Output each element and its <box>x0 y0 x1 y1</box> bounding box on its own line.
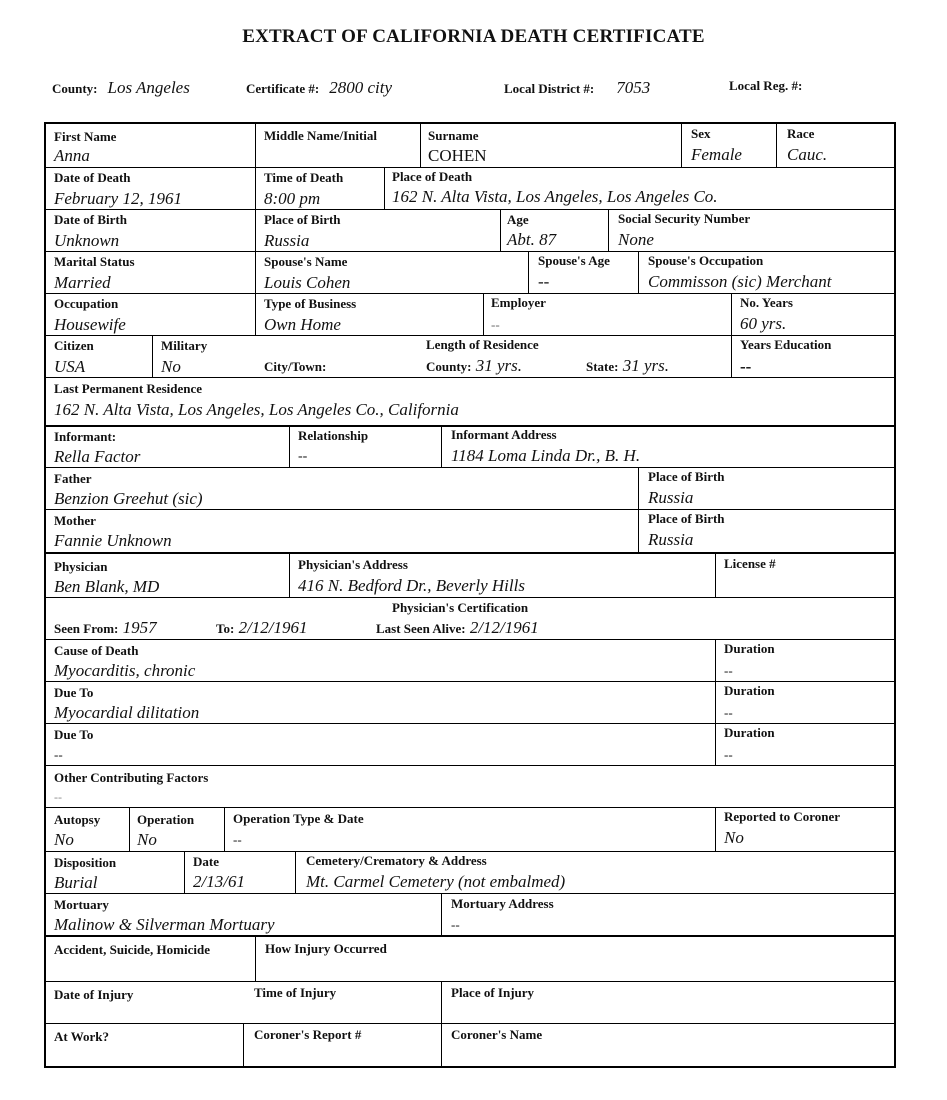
cemetery-label: Cemetery/Crematory & Address <box>306 853 487 868</box>
rule <box>500 209 501 251</box>
military-label: Military <box>161 338 208 353</box>
employer-label: Employer <box>491 295 546 310</box>
occupation-value: Housewife <box>54 315 126 334</box>
rule <box>255 167 256 251</box>
duration-3-value: -- <box>724 747 733 762</box>
to-label: To: <box>216 621 235 636</box>
rule <box>46 209 894 210</box>
informant-value: Rella Factor <box>54 447 141 466</box>
rule <box>441 981 442 1066</box>
rule <box>46 467 894 468</box>
spouse-name-label: Spouse's Name <box>264 254 348 269</box>
rule <box>776 124 777 167</box>
county-header <box>52 78 190 98</box>
citizen-label: Citizen <box>54 338 94 353</box>
rule <box>715 552 716 597</box>
date-of-birth-label: Date of Birth <box>54 212 127 227</box>
age-value: Abt. 87 <box>507 230 557 249</box>
occupation-label: Occupation <box>54 296 119 311</box>
rule <box>46 765 894 766</box>
license-label: License # <box>724 556 776 571</box>
rule <box>46 552 894 554</box>
rule <box>224 807 225 851</box>
sex-value: Female <box>691 145 742 164</box>
ssn-label: Social Security Number <box>618 211 751 226</box>
rule <box>46 935 894 937</box>
father-value: Benzion Greehut (sic) <box>54 489 203 508</box>
rule <box>255 251 256 293</box>
disposition-value: Burial <box>54 873 98 892</box>
mortuary-address-value: -- <box>451 917 460 932</box>
father-pob-label: Place of Birth <box>648 469 725 484</box>
rule <box>184 851 185 893</box>
state-residence-field <box>586 356 669 376</box>
due-to-1-value: Myocardial dilitation <box>54 703 200 722</box>
relationship-label: Relationship <box>298 428 369 443</box>
to-value: 2/12/1961 <box>238 618 308 637</box>
rule <box>46 377 894 378</box>
physician-value: Ben Blank, MD <box>54 577 160 596</box>
rule <box>528 251 529 293</box>
last-seen-field <box>376 618 539 638</box>
spouse-occupation-label: Spouse's Occupation <box>648 253 764 268</box>
rule <box>46 335 894 336</box>
informant-address-label: Informant Address <box>451 427 557 442</box>
place-of-death-label: Place of Death <box>392 169 473 184</box>
date-of-death-label: Date of Death <box>54 170 131 185</box>
mother-pob-value: Russia <box>648 530 694 549</box>
age-label: Age <box>507 212 529 227</box>
rule <box>46 681 894 682</box>
duration-2-value: -- <box>724 705 733 720</box>
other-factors-label: Other Contributing Factors <box>54 770 209 785</box>
operation-value: No <box>137 830 157 849</box>
certification-label: Physician's Certification <box>392 600 529 615</box>
operation-type-value: -- <box>233 832 242 847</box>
duration-1-label: Duration <box>724 641 775 656</box>
race-label: Race <box>787 126 815 141</box>
place-of-death-value: 162 N. Alta Vista, Los Angeles, Los Angeles Co. <box>392 187 718 206</box>
rule <box>638 467 639 552</box>
no-years-label: No. Years <box>740 295 793 310</box>
due-to-1-label: Due To <box>54 685 94 700</box>
time-of-death-value: 8:00 pm <box>264 189 321 208</box>
district-header-label: Local District #: <box>504 81 595 96</box>
sex-label: Sex <box>691 126 711 141</box>
citizen-value: USA <box>54 357 86 376</box>
relationship-value: -- <box>298 449 308 464</box>
place-of-injury-label: Place of Injury <box>451 985 535 1000</box>
accident-label: Accident, Suicide, Homicide <box>54 942 210 957</box>
rule <box>129 807 130 851</box>
rule <box>715 639 716 765</box>
place-of-birth-label: Place of Birth <box>264 212 341 227</box>
county-residence-label: County: <box>426 359 472 374</box>
informant-label: Informant: <box>54 429 117 444</box>
rule <box>46 639 894 640</box>
rule <box>46 251 894 252</box>
autopsy-value: No <box>54 830 74 849</box>
certificate-header <box>246 78 392 98</box>
duration-3-label: Duration <box>724 725 775 740</box>
physician-label: Physician <box>54 559 108 574</box>
last-residence-value: 162 N. Alta Vista, Los Angeles, Los Angeles Co., California <box>54 400 459 419</box>
rule <box>608 209 609 251</box>
last-residence-label: Last Permanent Residence <box>54 381 203 396</box>
county-residence-field <box>426 356 522 376</box>
rule <box>46 851 894 852</box>
rule <box>46 597 894 598</box>
length-of-residence-label: Length of Residence <box>426 337 539 352</box>
rule <box>289 425 290 467</box>
type-of-business-value: Own Home <box>264 315 341 334</box>
rule <box>384 167 385 209</box>
county-header-label: County: <box>52 81 98 96</box>
race-value: Cauc. <box>787 145 828 164</box>
document-title: EXTRACT OF CALIFORNIA DEATH CERTIFICATE <box>242 26 705 47</box>
rule <box>46 893 894 894</box>
physician-address-value: 416 N. Bedford Dr., Beverly Hills <box>298 576 525 595</box>
registration-header-label: Local Reg. #: <box>729 78 803 93</box>
place-of-birth-value: Russia <box>264 231 310 250</box>
to-field <box>216 618 308 638</box>
at-work-label: At Work? <box>54 1029 110 1044</box>
rule <box>255 935 256 981</box>
mortuary-address-label: Mortuary Address <box>451 896 554 911</box>
rule <box>46 723 894 724</box>
father-pob-value: Russia <box>648 488 694 507</box>
first-name-value: Anna <box>54 146 90 165</box>
rule <box>255 293 256 335</box>
rule <box>441 425 442 467</box>
date-of-birth-value: Unknown <box>54 231 120 250</box>
rule <box>483 293 484 335</box>
mortuary-value: Malinow & Silverman Mortuary <box>54 915 275 934</box>
rule <box>46 807 894 808</box>
district-header-value: 7053 <box>616 78 651 97</box>
marital-status-label: Marital Status <box>54 254 135 269</box>
spouse-age-label: Spouse's Age <box>538 253 610 268</box>
rule <box>46 509 894 510</box>
marital-status-value: Married <box>54 273 111 292</box>
rule <box>441 893 442 935</box>
rule <box>243 1023 244 1066</box>
rule <box>295 851 296 893</box>
operation-label: Operation <box>137 812 195 827</box>
rule <box>681 124 682 167</box>
rule <box>289 552 290 597</box>
certificate-header-label: Certificate #: <box>246 81 320 96</box>
physician-address-label: Physician's Address <box>298 557 408 572</box>
seen-from-field <box>54 618 157 638</box>
state-residence-value: 31 yrs. <box>622 356 670 375</box>
ssn-value: None <box>618 230 654 249</box>
cause-of-death-value: Myocarditis, chronic <box>54 661 196 680</box>
rule <box>638 251 639 293</box>
rule <box>420 124 421 167</box>
operation-type-label: Operation Type & Date <box>233 811 364 826</box>
years-education-label: Years Education <box>740 337 832 352</box>
district-header <box>504 78 650 98</box>
due-to-2-label: Due To <box>54 727 94 742</box>
certificate-form <box>44 122 896 1068</box>
duration-2-label: Duration <box>724 683 775 698</box>
duration-1-value: -- <box>724 663 733 678</box>
coroner-name-label: Coroner's Name <box>451 1027 543 1042</box>
reported-coroner-value: No <box>724 828 744 847</box>
seen-from-label: Seen From: <box>54 621 119 636</box>
mortuary-label: Mortuary <box>54 897 109 912</box>
rule <box>46 981 894 982</box>
registration-header <box>729 78 802 94</box>
rule <box>152 335 153 377</box>
years-education-value: -- <box>740 357 752 376</box>
father-label: Father <box>54 471 92 486</box>
military-value: No <box>161 357 181 376</box>
last-seen-value: 2/12/1961 <box>469 618 539 637</box>
date-of-injury-label: Date of Injury <box>54 987 134 1002</box>
mother-pob-label: Place of Birth <box>648 511 725 526</box>
rule <box>715 807 716 851</box>
type-of-business-label: Type of Business <box>264 296 357 311</box>
first-name-label: First Name <box>54 129 117 144</box>
informant-address-value: 1184 Loma Linda Dr., B. H. <box>451 446 641 465</box>
county-residence-value: 31 yrs. <box>475 356 523 375</box>
rule <box>731 335 732 377</box>
spouse-occupation-value: Commisson (sic) Merchant <box>648 272 832 291</box>
surname-label: Surname <box>428 128 479 143</box>
mother-value: Fannie Unknown <box>54 531 172 550</box>
rule <box>255 124 256 167</box>
cause-of-death-label: Cause of Death <box>54 643 139 658</box>
spouse-name-value: Louis Cohen <box>264 273 351 292</box>
other-factors-value: -- <box>54 790 62 804</box>
date-of-death-value: February 12, 1961 <box>54 189 182 208</box>
rule <box>46 167 894 168</box>
surname-value: COHEN <box>428 146 487 165</box>
cemetery-value: Mt. Carmel Cemetery (not embalmed) <box>306 872 566 891</box>
mother-label: Mother <box>54 513 96 528</box>
autopsy-label: Autopsy <box>54 812 101 827</box>
no-years-value: 60 yrs. <box>740 314 787 333</box>
last-seen-label: Last Seen Alive: <box>376 621 466 636</box>
reported-coroner-label: Reported to Coroner <box>724 809 841 824</box>
certificate-header-value: 2800 city <box>329 78 393 97</box>
time-of-death-label: Time of Death <box>264 170 344 185</box>
spouse-age-value: -- <box>538 272 550 291</box>
time-of-injury-label: Time of Injury <box>254 985 337 1000</box>
county-header-value: Los Angeles <box>107 78 190 97</box>
middle-name-label: Middle Name/Initial <box>264 128 378 143</box>
rule <box>46 293 894 294</box>
coroner-report-label: Coroner's Report # <box>254 1027 362 1042</box>
city-town-label: City/Town: <box>264 359 327 374</box>
rule <box>731 293 732 335</box>
disposition-label: Disposition <box>54 855 117 870</box>
state-residence-label: State: <box>586 359 619 374</box>
employer-value: -- <box>491 317 500 332</box>
due-to-2-value: -- <box>54 747 63 762</box>
date-label: Date <box>193 854 219 869</box>
seen-from-value: 1957 <box>122 618 157 637</box>
how-injury-label: How Injury Occurred <box>265 941 387 956</box>
rule <box>46 1023 894 1024</box>
date-value: 2/13/61 <box>193 872 245 891</box>
